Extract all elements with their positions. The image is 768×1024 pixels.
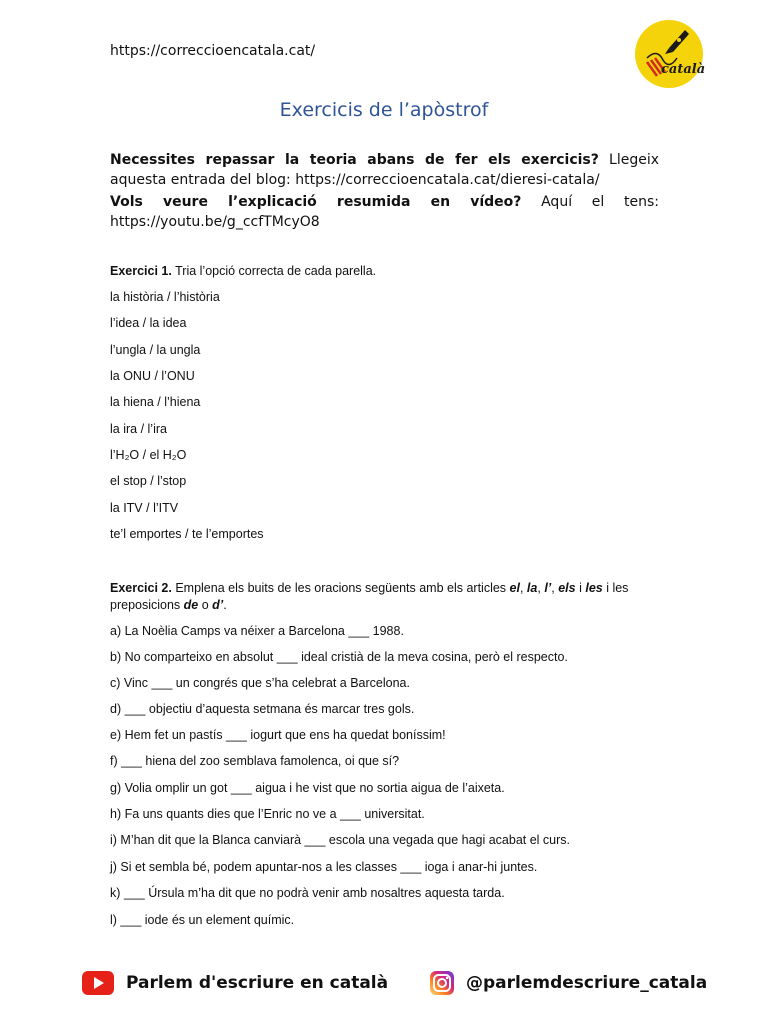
exercise-1-item: la hiena / l’hiena	[110, 395, 201, 409]
logo-text: català	[661, 62, 706, 77]
intro-question-2: Vols veure l’explicació resumida en vídeo?	[110, 194, 522, 210]
exercise-2-item: e) Hem fet un pastís ___ iogurt que ens ha quedat boníssim!	[110, 728, 446, 742]
exercise-1-item: la ITV / l’ITV	[110, 501, 179, 515]
exercise-1-item: la ira / l’ira	[110, 422, 167, 436]
pen-nib-icon	[633, 18, 705, 90]
exercise-1-item: te’l emportes / te l’emportes	[110, 527, 264, 541]
exercise-1-item: l’ungla / la ungla	[110, 343, 201, 357]
exercise-1-heading	[110, 264, 376, 278]
exercise-2-heading: Exercici 2. Emplena els buits de les oracions següents amb els articles el, la, l’, els i les i les preposicions de o d’.	[110, 581, 629, 612]
exercise-2-item: b) No comparteixo en absolut ___ ideal cristià de la meva cosina, però el respecto.	[110, 650, 568, 664]
exercise-2-item: g) Volia omplir un got ___ aigua i he vist que no sortia aigua de l’aixeta.	[110, 781, 505, 795]
preposition-d: d’	[212, 598, 224, 612]
exercise-2-item: j) Si et sembla bé, podem apuntar-nos a les classes ___ ioga i anar-hi juntes.	[110, 860, 538, 874]
exercise-1-item: la ONU / l’ONU	[110, 369, 195, 383]
exercise-2-item: k) ___ Úrsula m’ha dit que no podrà venir amb nosaltres aquesta tarda.	[110, 886, 505, 900]
article-les: les	[585, 581, 603, 595]
exercise-2-item: f) ___ hiena del zoo semblava famolenca, oi que sí?	[110, 754, 400, 768]
intro-text-1: Llegeix aquesta entrada del blog: https://correccioencatala.cat/dieresi-catala/	[110, 152, 659, 188]
instagram-handle: @parlemdescriure_catala	[466, 973, 708, 993]
article-la: la	[526, 581, 538, 595]
exercise-1-item: la història / l’història	[110, 290, 220, 304]
youtube-icon	[82, 971, 114, 995]
instagram-account-link[interactable]	[430, 968, 707, 998]
exercise-1-item: l’idea / la idea	[110, 316, 187, 330]
article-el: el	[509, 581, 520, 595]
exercise-2-item: d) ___ objectiu d’aquesta setmana és marcar tres gols.	[110, 702, 415, 716]
exercise-1-instruction: Tria l’opció correcta de cada parella.	[171, 264, 377, 278]
exercise-1-item: l’H₂O / el H₂O	[110, 448, 187, 462]
intro-paragraph-1	[110, 150, 659, 190]
youtube-channel-name: Parlem d'escriure en català	[126, 973, 389, 993]
exercise-2-item: h) Fa uns quants dies que l’Enric no ve a ___ universitat.	[110, 807, 425, 821]
exercise-1-item: el stop / l’stop	[110, 474, 187, 488]
exercise-2-item: c) Vinc ___ un congrés que s’ha celebrat a Barcelona.	[110, 676, 410, 690]
exercise-2-item: i) M’han dit que la Blanca canviarà ___ escola una vegada que hagi acabat el curs.	[110, 833, 571, 847]
intro-text-2: Aquí el tens: https://youtu.be/g_ccfTMcyO8	[110, 194, 659, 230]
page-title: Exercicis de l’apòstrof	[279, 99, 489, 121]
intro-question-1: Necessites repassar la teoria abans de fer els exercicis?	[110, 152, 599, 168]
exercise-2-label: Exercici 2.	[110, 581, 172, 595]
intro-paragraph-2	[110, 192, 659, 232]
exercise-1-label: Exercici 1.	[110, 264, 172, 278]
catala-logo	[633, 18, 705, 90]
article-els: els	[558, 581, 576, 595]
exercise-2-item: a) La Noèlia Camps va néixer a Barcelona ___ 1988.	[110, 624, 404, 638]
exercise-2-instruction-b: i les preposicions	[110, 581, 629, 612]
youtube-channel-link[interactable]	[82, 968, 388, 998]
instagram-icon	[430, 971, 454, 995]
header-url[interactable]: https://correccioencatala.cat/	[110, 43, 316, 59]
exercise-2-item: l) ___ iode és un element químic.	[110, 913, 295, 927]
exercise-2-instruction: Emplena els buits de les oracions següents amb els articles	[171, 581, 510, 595]
article-l: l’	[544, 581, 552, 595]
preposition-de: de	[183, 598, 199, 612]
